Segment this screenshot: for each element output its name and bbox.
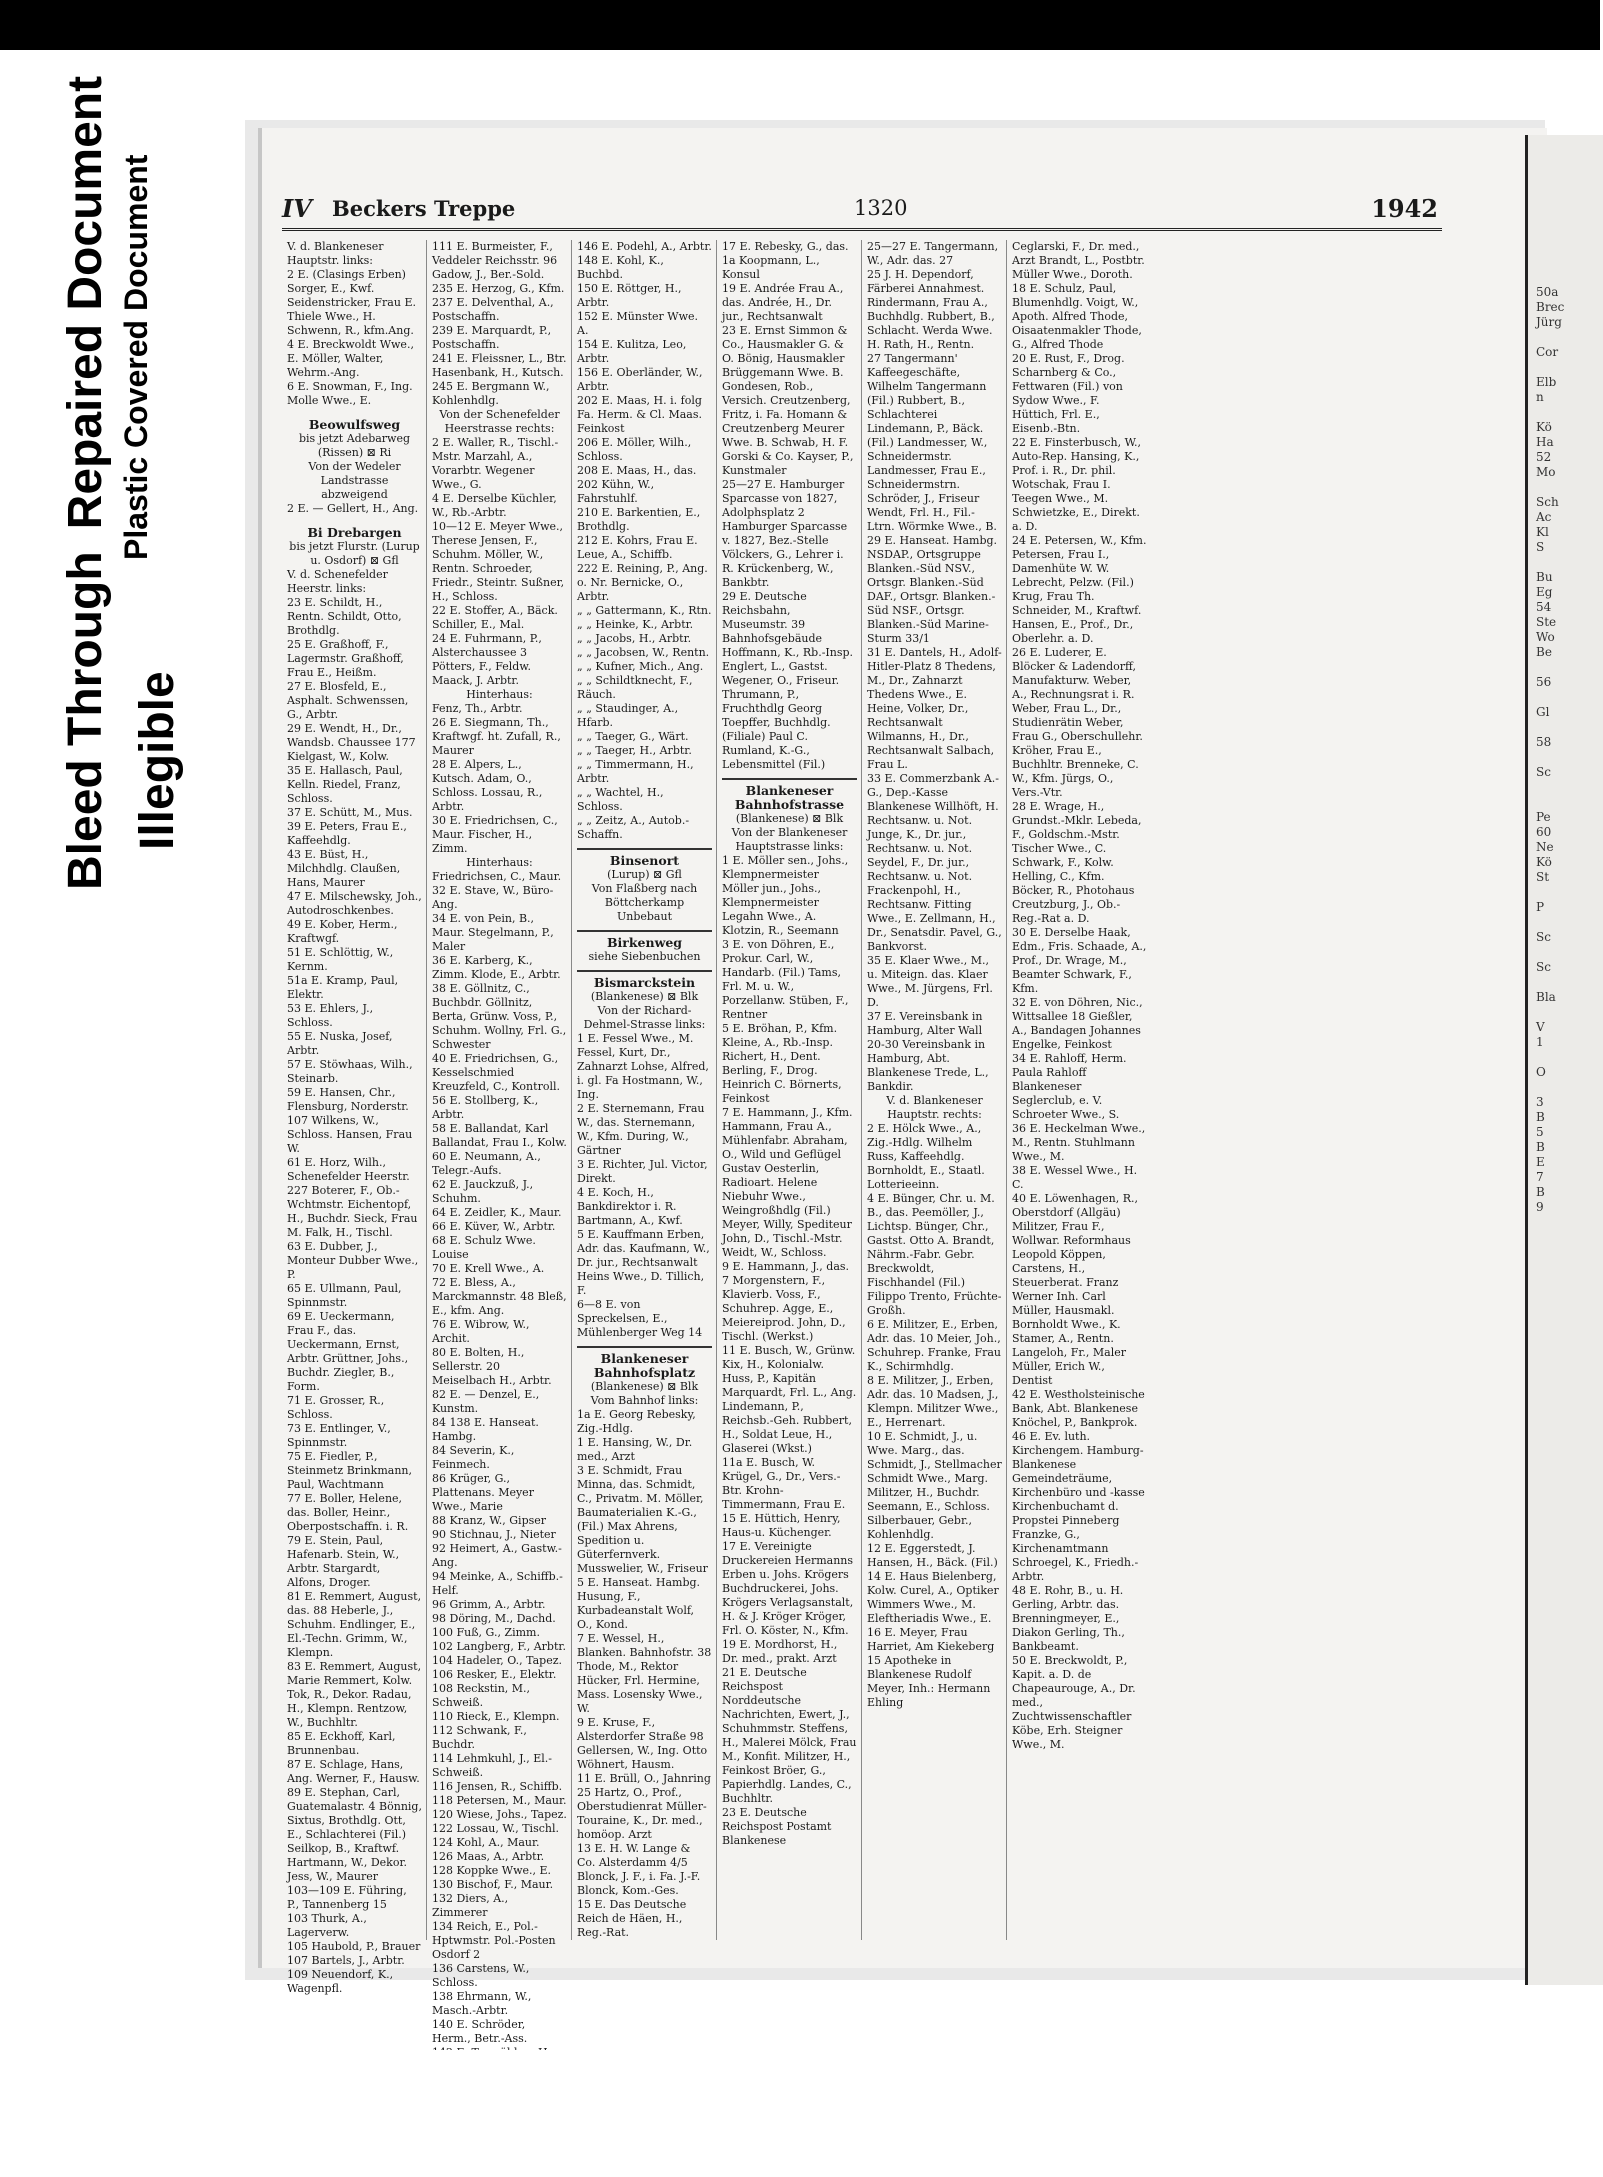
directory-entry: 7 E. Wessel, H., Blanken. Bahnhofstr. 38 Thode, M., Rektor Hücker, Frl. Hermine, Mass. Losensky Wwe., W. (577, 1632, 715, 1715)
directory-entry: 40 E. Löwenhagen, R., Oberstdorf (Allgäu) Militzer, Frau F., Wollwar. Reformhaus Leopold Köppen, Carstens, H., Steuerberat. Franz Werner Inh. Carl Müller, Hausmakl. Bornholdt Wwe., K. Stamer, A., Rentn. Langeloh, Fr., Maler Müller, Erich W., Dentist (1012, 1192, 1142, 1387)
header-prefix: IV (282, 194, 312, 223)
directory-entry: 88 Kranz, W., Gipser (432, 1514, 547, 1527)
directory-entry: 22 E. Stoffer, A., Bäck. Schiller, E., Mal. (432, 604, 562, 631)
directory-entry: „ „ Jacobs, H., Arbtr. (577, 632, 692, 645)
repaired-document-text: Repaired Document (59, 75, 112, 530)
directory-entry: 110 Rieck, E., Klempn. (432, 1710, 560, 1723)
directory-entry: V. d. Schenefelder Heerstr. links: (287, 568, 392, 595)
directory-entry: (Blankenese) ⊠ Blk (590, 990, 699, 1003)
directory-entry: 146 E. Podehl, A., Arbtr. (577, 240, 712, 253)
directory-entry: Von Flaßberg nach Böttcherkamp (591, 882, 701, 909)
directory-entry: 124 Kohl, A., Maur. (432, 1836, 540, 1849)
directory-entry: 104 Hadeler, O., Tapez. (432, 1654, 563, 1667)
directory-entry: 106 Resker, E., Elektr. (432, 1668, 557, 1681)
directory-entry: 38 E. Göllnitz, C., Buchbdr. Göllnitz, Berta, Grünw. Voss, P., Schuhm. Wollny, Frl. G., Schwester (432, 982, 570, 1051)
directory-entry: 122 Lossau, W., Tischl. (432, 1822, 559, 1835)
directory-entry: 42 E. Westholsteinische Bank, Abt. Blankenese Knöchel, P., Bankprok. (1012, 1388, 1149, 1429)
directory-entry: 150 E. Röttger, H., Arbtr. (577, 282, 685, 309)
directory-entry: 39 E. Peters, Frau E., Kaffeehdlg. (287, 820, 411, 847)
directory-entry: 48 E. Rohr, B., u. H. Gerling, Arbtr. das. Brenningmeyer, E., Diakon Gerling, Th., Bankbeamt. (1012, 1584, 1129, 1653)
plastic-covered-label (118, 155, 155, 560)
directory-entry: 6—8 E. von Spreckelsen, E., Mühlenberger Weg 14 (577, 1298, 703, 1339)
street-heading: Beowulfsweg (308, 417, 401, 432)
directory-entry: 90 Stichnau, J., Nieter (432, 1528, 556, 1541)
directory-entry: 12 E. Eggerstedt, J. Hansen, H., Bäck. (Fil.) (867, 1542, 998, 1569)
directory-entry: 8 E. Militzer, J., Erben, Adr. das. 10 Madsen, J., Klempn. Militzer Wwe., E., Herrenart. (867, 1374, 1002, 1429)
directory-entry: 3 E. Schmidt, Frau Minna, das. Schmidt, C., Privatm. M. Möller, Baumaterialien K.-G., (Fil.) Max Ahrens, Spedition u. Güterfernverk. Musswelier, W., Friseur (577, 1464, 708, 1575)
directory-entry: 128 Koppke Wwe., E. (432, 1864, 552, 1877)
directory-entry: Fenz, Th., Arbtr. (432, 702, 523, 715)
directory-entry: 23 E. Schildt, H., Rentn. Schildt, Otto, Brothdlg. (287, 596, 406, 637)
directory-entry: 81 E. Remmert, August, das. 88 Heberle, J., Schuhm. Endlinger, E., El.-Techn. Grimm, W., Klempn. (287, 1590, 425, 1659)
directory-entry: Ceglarski, F., Dr. med., Arzt Brandt, L., Postbtr. Müller Wwe., Doroth. (1012, 240, 1149, 281)
directory-entry: 56 E. Stollberg, K., Arbtr. (432, 1094, 542, 1121)
bleed-through-text: Bleed Through (59, 551, 112, 890)
directory-entry: 26 E. Luderer, E. Blöcker & Ladendorff, Manufakturw. Weber, A., Rechnungsrat i. R. Weber, Frau L., Dr., Studienrätin Weber, Frau G., Oberschullehr. Kröher, Frau E., Buchhltr. Brenneke, C. W., Kfm. Jürgs, O., Vers.-Vtr. (1012, 646, 1147, 799)
directory-entry: 11a E. Busch, W. Krügel, G., Dr., Vers.-Btr. Krohn-Timmermann, Frau E. (722, 1456, 846, 1511)
directory-entry: 28 E. Alpers, L., Kutsch. Adam, O., Schloss. Lossau, R., Arbtr. (432, 758, 546, 813)
directory-entry: 2 E. (Clasings Erben) Sorger, E., Kwf. Seidenstricker, Frau E. Thiele Wwe., H. Schwenn, R., kfm.Ang. (287, 268, 420, 337)
directory-entry: 50 E. Breckwoldt, P., Kapit. a. D. de Chapeaurouge, A., Dr. med., Zuchtwissenschaftler Köbe, Erh. Steigner Wwe., M. (1012, 1654, 1140, 1751)
directory-entry: 40 E. Friedrichsen, G., Kesselschmied Kreuzfeld, C., Kontroll. (432, 1052, 562, 1093)
directory-entry: 27 Tangermann' Kaffeegeschäfte, Wilhelm Tangermann (Fil.) Rubbert, B., Schlachterei Lindemann, P., Bäck. (Fil.) Landmesser, W., Schneidermstr. Landmesser, Frau E., Schneidermstrn. Schröder, J., Friseur Wendt, Frl. H., Fil.-Ltrn. Wörmke Wwe., B. (867, 352, 997, 533)
directory-entry: 13 E. H. W. Lange & Co. Alsterdamm 4/5 Blonck, J. F., i. Fa. J.-F. Blonck, Kom.-Ges. (577, 1842, 704, 1897)
directory-entry: 245 E. Bergmann W., Kohlenhdlg. (432, 380, 553, 407)
directory-entry: Von der Richard-Dehmel-Strasse links: (583, 1004, 706, 1031)
directory-column (427, 240, 572, 2045)
directory-entry: 4 E. Bünger, Chr. u. M. B., das. Peemöller, J., Lichtsp. Bünger, Chr., Gastst. Otto A. Brandt, Nährm.-Fabr. Gebr. Breckwoldt, Fischhandel (Fil.) Filippo Trento, Früchte-Großh. (867, 1192, 1002, 1317)
directory-entry: siehe Siebenbuchen (588, 950, 701, 963)
directory-entry: 108 Reckstin, M., Schweiß. (432, 1682, 534, 1709)
directory-entry: 58 E. Ballandat, Karl Ballandat, Frau I., Kolw. (432, 1122, 567, 1149)
directory-entry: 10 E. Schmidt, J., u. Wwe. Marg., das. Schmidt, J., Stellmacher Schmidt Wwe., Marg. Militzer, H., Buchdr. Seemann, E., Schloss. Silberbauer, Gebr., Kohlenhdlg. (867, 1430, 1006, 1541)
directory-entry: 134 Reich, E., Pol.-Hptwmstr. Pol.-Posten Osdorf 2 (432, 1920, 560, 1961)
directory-entry: 136 Carstens, W., Schloss. (432, 1962, 533, 1989)
directory-entry: 140 E. Schröder, Herm., Betr.-Ass. (432, 2018, 529, 2045)
street-heading: Bismarckstein (577, 970, 712, 990)
directory-entry: 84 Severin, K., Feinmech. (432, 1444, 518, 1471)
directory-entry: 68 E. Schulz Wwe. Louise (432, 1234, 540, 1261)
directory-entry: 47 E. Milschewsky, Joh., Autodroschkenbes. (287, 890, 426, 917)
directory-entry: 15 E. Das Deutsche Reich de Häen, H., Reg.-Rat. (577, 1898, 690, 1939)
directory-entry: 15 E. Hüttich, Henry, Haus-u. Küchenger. (722, 1512, 844, 1539)
directory-entry: 35 E. Hallasch, Paul, Kelln. Riedel, Franz, Schloss. (287, 764, 407, 805)
directory-entry: 6 E. Snowman, F., Ing. Molle Wwe., E. (287, 380, 417, 407)
directory-entry: 25 E. Graßhoff, F., Lagermstr. Graßhoff, Frau E., Heißm. (287, 638, 408, 679)
directory-entry: 65 E. Ullmann, Paul, Spinnmstr. (287, 1282, 406, 1309)
directory-entry: 26 E. Siegmann, Th., Kraftwgf. ht. Zufall, R., Maurer (432, 716, 565, 757)
directory-entry: 82 E. — Denzel, E., Kunstm. (432, 1388, 543, 1415)
directory-entry: 32 E. von Döhren, Nic., Wittsallee 18 Gießler, A., Bandagen Johannes Engelke, Feinkost (1012, 996, 1147, 1051)
directory-entry: 5 E. Hanseat. Hambg. Husung, F., Kurbadeanstalt Wolf, O., Kond. (577, 1576, 704, 1631)
plastic-covered-text: Plastic Covered Document (118, 154, 154, 560)
street-heading: Binsenort (577, 848, 712, 868)
directory-entry: 73 E. Entlinger, V., Spinnmstr. (287, 1422, 395, 1449)
street-heading: Blankeneser Bahnhofsplatz (577, 1346, 712, 1380)
directory-entry: 62 E. Jauckzuß, J., Schuhm. (432, 1178, 537, 1205)
directory-entry: 23 E. Ernst Simmon & Co., Hausmakler G. & O. Bönig, Hausmakler Brüggemann Wwe. B. Gondesen, Rob., Versich. Creutzenberg, Fritz, i. Fa. Homann & Creutzenberg Meurer Wwe. B. Schwab, H. F. Gorski & Co. Kayser, P., Kunstmaler (722, 324, 857, 477)
directory-entry: 16 E. Meyer, Frau Harriet, Am Kiekeberg 15 Apotheke in Blankenese Rudolf Meyer, Inh.: Hermann Ehling (867, 1626, 998, 1709)
directory-entry: 24 E. Fuhrmann, P., Alsterchaussee 3 Pötters, F., Feldw. Maack, J. Arbtr. (432, 632, 546, 687)
directory-entry: 36 E. Karberg, K., Zimm. Klode, E., Arbtr. (432, 954, 561, 981)
facing-page-edge (1525, 135, 1603, 1985)
directory-entry: 22 E. Finsterbusch, W., Auto-Rep. Hansing, K., Prof. i. R., Dr. phil. Wotschak, Frau I. Teegen Wwe., M. Schwietzke, E., Direkt. a. D. (1012, 436, 1145, 533)
directory-entry: Friedrichsen, C., Maur. (432, 870, 562, 883)
directory-entry: 86 Krüger, G., Plattenans. Meyer Wwe., Marie (432, 1472, 538, 1513)
directory-entry: Vom Bahnhof links: (590, 1394, 699, 1407)
directory-entry: 3 E. von Döhren, E., Prokur. Carl, W., Handarb. (Fil.) Tams, Frl. M. u. W., Porzellanw. Stüben, F., Rentner (722, 938, 853, 1021)
directory-entry: 156 E. Oberländer, W., Arbtr. (577, 366, 706, 393)
directory-entry: 20 E. Rust, F., Drog. Scharnberg & Co., Fettwaren (Fil.) von Sydow Wwe., F. Hüttich, Frl. E., Eisenb.-Btn. (1012, 352, 1129, 435)
directory-entry: 138 Ehrmann, W., Masch.-Arbtr. (432, 1990, 535, 2017)
directory-entry: 96 Grimm, A., Arbtr. (432, 1598, 546, 1611)
directory-entry: 132 Diers, A., Zimmerer (432, 1892, 512, 1919)
directory-entry: 222 E. Reining, P., Ang. (577, 562, 708, 575)
directory-entry: 51a E. Kramp, Paul, Elektr. (287, 974, 402, 1001)
header-year: 1942 (1371, 194, 1438, 223)
directory-entry: 120 Wiese, Johs., Tapez. (432, 1808, 567, 1821)
directory-entry: Hinterhaus: (466, 688, 533, 701)
directory-entry: 53 E. Ehlers, J., Schloss. (287, 1002, 377, 1029)
directory-entry: 111 E. Burmeister, F., Veddeler Reichsstr. 96 Gadow, J., Ber.-Sold. (432, 240, 561, 281)
directory-entry: „ „ Gattermann, K., Rtn. (577, 604, 712, 617)
directory-entry: 2 E. Hölck Wwe., A., Zig.-Hdlg. Wilhelm Russ, Kaffeehdlg. Bornholdt, E., Staatl. Lotterieeinn. (867, 1122, 989, 1191)
directory-entry: „ „ Taeger, G., Wärt. (577, 730, 689, 743)
page-header (282, 188, 1442, 231)
directory-entry: 29 E. Deutsche Reichsbahn, Museumstr. 39 Bahnhofsgebäude Hoffmann, K., Rb.-Insp. Englert, L., Gastst. Wegener, O., Friseur. Thrumann, P., Fruchthdlg Georg Toepffer, Buchhdlg. (Filiale) Paul C. Rumland, K.-G., Lebensmittel (Fil.) (722, 590, 857, 771)
directory-entry: 60 E. Neumann, A., Telegr.-Aufs. (432, 1150, 545, 1177)
directory-column (717, 240, 862, 1940)
directory-entry: 14 E. Haus Bielenberg, Kolw. Curel, A., Optiker Wimmers Wwe., M. Eleftheriadis Wwe., E. (867, 1570, 1003, 1625)
directory-entry: 34 E. Rahloff, Herm. Paula Rahloff Blankeneser Seglerclub, e. V. Schroeter Wwe., S. (1012, 1052, 1131, 1121)
directory-entry: 25 J. H. Dependorf, Färberei Annahmest. Rindermann, Frau A., Buchhdlg. Rubbert, B., Schlacht. Werda Wwe. H. Rath, H., Rentn. (867, 268, 999, 351)
directory-column (572, 240, 717, 1940)
directory-entry: 206 E. Möller, Wilh., Schloss. (577, 436, 695, 463)
directory-entry: Unbebaut (616, 910, 672, 923)
directory-entry: bis jetzt Flurstr. (Lurup u. Osdorf) ⊠ Gfl (289, 540, 424, 567)
street-heading: Birkenweg (577, 930, 712, 950)
directory-entry: 116 Jensen, R., Schiffb. (432, 1780, 563, 1793)
directory-entry: 2 E. Waller, R., Tischl.-Mstr. Marzahl, A., Vorarbtr. Wegener Wwe., G. (432, 436, 559, 491)
directory-entry: 28 E. Wrage, H., Grundst.-Mklr. Lebeda, F., Goldschm.-Mstr. Tischer Wwe., C. Schwark, F., Kolw. Helling, C., Kfm. Böcker, R., Photohaus Creutzburg, J., Ob.-Reg.-Rat a. D. (1012, 800, 1145, 925)
directory-entry: 4 E. Breckwoldt Wwe., E. Möller, Walter, Wehrm.-Ang. (287, 338, 418, 379)
directory-entry: 130 Bischof, F., Maur. (432, 1878, 554, 1891)
directory-entry: 154 E. Kulitza, Leo, Arbtr. (577, 338, 690, 365)
street-heading: Blankeneser Bahnhofstrasse (722, 778, 857, 812)
directory-entry: (Blankenese) ⊠ Blk (590, 1380, 699, 1393)
directory-entry: „ „ Jacobsen, W., Rentn. (577, 646, 710, 659)
directory-entry: 37 E. Vereinsbank in Hamburg, Alter Wall 20-30 Vereinsbank in Hamburg, Abt. Blankenese Trede, L., Bankdir. (867, 1010, 993, 1093)
directory-entry: 11 E. Brüll, O., Jahnring 25 Hartz, O., Prof., Oberstudienrat Müller-Touraine, K., Dr. med., homöop. Arzt (577, 1772, 715, 1841)
directory-entry: 241 E. Fleissner, L., Btr. Hasenbank, H., Kutsch. (432, 352, 570, 379)
directory-entry: 84 138 E. Hanseat. Hambg. (432, 1416, 543, 1443)
directory-entry: 9 E. Kruse, F., Alsterdorfer Straße 98 Gellersen, W., Ing. Otto Wöhnert, Hausm. (577, 1716, 711, 1771)
bleed-through-label (58, 76, 113, 890)
directory-entry: 3 E. Richter, Jul. Victor, Direkt. (577, 1158, 712, 1185)
directory-entry: 89 E. Stephan, Carl, Guatemalastr. 4 Bönnig, Sixtus, Brothdlg. Ott, E., Schlachterei (Fil.) Seilkop, B., Kraftwf. Hartmann, W., Dekor. Jess, W., Maurer (287, 1786, 426, 1883)
directory-entry: 32 E. Stave, W., Büro-Ang. (432, 884, 554, 911)
directory-entry: 105 Haubold, P., Brauer (287, 1940, 421, 1953)
directory-entry: 36 E. Heckelman Wwe., M., Rentn. Stuhlmann Wwe., M. (1012, 1122, 1149, 1163)
directory-entry: Hinterhaus: (466, 856, 533, 869)
directory-entry: „ „ Timmermann, H., Arbtr. (577, 758, 698, 785)
scan-top-band (0, 0, 1600, 50)
directory-entry: 94 Meinke, A., Schiffb.-Helf. (432, 1570, 563, 1597)
directory-entry: 4 E. Derselbe Küchler, W., Rb.-Arbtr. (432, 492, 561, 519)
directory-entry: (Lurup) ⊠ Gfl (607, 868, 682, 881)
directory-entry: 38 E. Wessel Wwe., H. C. (1012, 1164, 1141, 1191)
directory-entry: 109 Neuendorf, K., Wagenpfl. (287, 1968, 397, 1995)
directory-entry: (Blankenese) ⊠ Blk (735, 812, 844, 825)
directory-entry: 21 E. Deutsche Reichspost Norddeutsche Nachrichten, Ewert, J., Schuhmmstr. Steffens, H., Malerei Mölck, Frau M., Konfit. Militzer, H., Feinkost Bröer, G., Papierhdlg. Landes, C., Buchhltr. (722, 1666, 860, 1805)
directory-entry: 34 E. von Pein, B., Maur. Stegelmann, P., Maler (432, 912, 558, 953)
directory-entry: 85 E. Eckhoff, Karl, Brunnenbau. (287, 1730, 400, 1757)
directory-entry: 5 E. Kauffmann Erben, Adr. das. Kaufmann, W., Dr. jur., Rechtsanwalt Heins Wwe., D. Tillich, F. (577, 1228, 714, 1297)
directory-entry: 235 E. Herzog, G., Kfm. (432, 282, 565, 295)
directory-entry: „ „ Heinke, K., Arbtr. (577, 618, 694, 631)
directory-entry: 43 E. Büst, H., Milchhdlg. Claußen, Hans, Maurer (287, 848, 404, 889)
directory-entry: 71 E. Grosser, R., Schloss. (287, 1394, 388, 1421)
directory-entry: 9 E. Hammann, J., das. 7 Morgenstern, F., Klavierb. Voss, F., Schuhrep. Agge, E., Meiereiprod. John, D., Tischl. (Werkst.) (722, 1260, 853, 1343)
directory-entry: 92 Heimert, A., Gastw.-Ang. (432, 1542, 562, 1569)
directory-entry: 5 E. Bröhan, P., Kfm. Kleine, A., Rb.-Insp. Richert, H., Dent. Berling, F., Drog. Heinrich C. Börnerts, Feinkost (722, 1022, 846, 1105)
directory-entry: 103—109 E. Führing, P., Tannenberg 15 (287, 1884, 411, 1911)
directory-entry: 69 E. Ueckermann, Frau F., das. Ueckermann, Ernst, Arbtr. Grüttner, Johs., Buchdr. Ziegler, B., Form. (287, 1310, 412, 1393)
directory-entry: 107 Bartels, J., Arbtr. (287, 1954, 405, 1967)
directory-columns (282, 240, 1444, 2045)
directory-entry: 49 E. Kober, Herm., Kraftwgf. (287, 918, 401, 945)
directory-entry: 202 E. Maas, H. i. folg Fa. Herm. & Cl. Maas. Feinkost (577, 394, 706, 435)
directory-entry: 17 E. Vereinigte Druckereien Hermanns Erben u. Johs. Krögers Buchdruckerei, Johs. Krögers Verlagsanstalt, H. & J. Kröger Kröger, Frl. O. Köster, N., Kfm. (722, 1540, 857, 1637)
directory-entry: o. Nr. Bernicke, O., Arbtr. (577, 576, 687, 603)
directory-entry: 79 E. Stein, Paul, Hafenarb. Stein, W., Arbtr. Stargardt, Alfons, Droger. (287, 1534, 403, 1589)
directory-entry: 76 E. Wibrow, W., Archit. (432, 1318, 534, 1345)
directory-entry: 98 Döring, M., Dachd. (432, 1612, 556, 1625)
directory-entry: 55 E. Nuska, Josef, Arbtr. (287, 1030, 396, 1057)
directory-entry: 27 E. Blosfeld, E., Asphalt. Schwenssen, G., Arbtr. (287, 680, 412, 721)
directory-entry: 25—27 E. Hamburger Sparcasse von 1827, Adolphsplatz 2 Hamburger Sparcasse v. 1827, Bez.-Stelle Völckers, G., Lehrer i. R. Krückenberg, W., Bankbtr. (722, 478, 851, 589)
directory-entry: V. d. Blankeneser Hauptstr. rechts: (886, 1094, 987, 1121)
directory-entry: 114 Lehmkuhl, J., El.-Schweiß. (432, 1752, 552, 1779)
directory-entry: 18 E. Schulz, Paul, Blumenhdlg. Voigt, W., Apoth. Alfred Thode, Oisaatenmakler Thode, G., Alfred Thode (1012, 282, 1146, 351)
directory-entry: 1 E. Fessel Wwe., M. Fessel, Kurt, Dr., Zahnarzt Lohse, Alfred, i. gl. Fa Hostmann, W., Ing. (577, 1032, 713, 1101)
street-heading: Bi Drebargen (307, 525, 402, 540)
directory-entry: 77 E. Boller, Helene, das. Boller, Heinr., Oberpostschaffn. i. R. (287, 1492, 409, 1533)
directory-entry: 64 E. Zeidler, K., Maur. (432, 1206, 562, 1219)
illegible-text: Illegible (131, 671, 184, 850)
directory-entry: 152 E. Münster Wwe. A. (577, 310, 702, 337)
directory-entry: 237 E. Delventhal, A., Postschaffn. (432, 296, 558, 323)
directory-entry: „ „ Taeger, H., Arbtr. (577, 744, 692, 757)
directory-entry: 61 E. Horz, Wilh., Schenefelder Heerstr. 227 Boterer, F., Ob.-Wchtmstr. Eichentopf, H., Buchdr. Sieck, Frau M. Falk, H., Tischl. (287, 1156, 421, 1239)
directory-entry: 80 E. Bolten, H., Sellerstr. 20 Meiselbach H., Arbtr. (432, 1346, 552, 1387)
directory-entry: 29 E. Hanseat. Hambg. NSDAP., Ortsgruppe Blanken.-Süd NSV., Ortsgr. Blanken.-Süd DAF., Ortsgr. Blanken.-Süd NSF., Ortsgr. Blanken.-Süd Marine-Sturm 33/1 (867, 534, 1001, 645)
directory-entry: 100 Fuß, G., Zimm. (432, 1626, 540, 1639)
directory-entry: „ „ Schildtknecht, F., Räuch. (577, 674, 696, 701)
directory-entry: 10—12 E. Meyer Wwe., Therese Jensen, F., Schuhm. Möller, W., Rentn. Schroeder, Friedr., Steintr. Sußner, H., Schloss. (432, 520, 568, 603)
scan-bottom-band (0, 2050, 1600, 2177)
directory-entry: 33 E. Commerzbank A.-G., Dep.-Kasse Blankenese Willhöft, H. Rechtsanw. u. Not. Junge, K., Dr. jur., Rechtsanw. u. Not. Seydel, F., Dr. jur., Rechtsanw. u. Not. Frackenpohl, H., Rechtsanw. Fitting Wwe., E. Zellmann, H., Dr., Senatsdir. Pavel, G., Bankvorst. (867, 772, 1006, 953)
directory-entry: 23 E. Deutsche Reichspost Postamt Blankenese (722, 1806, 835, 1847)
header-page-number: 1320 (854, 196, 908, 220)
directory-entry: 1 E. Hansing, W., Dr. med., Arzt (577, 1436, 696, 1463)
directory-entry: 30 E. Friedrichsen, C., Maur. Fischer, H., Zimm. (432, 814, 562, 855)
directory-entry: 112 Schwank, F., Buchdr. (432, 1724, 531, 1751)
directory-entry: bis jetzt Adebarweg (Rissen) ⊠ Ri (298, 432, 414, 459)
directory-entry: 239 E. Marquardt, P., Postschaffn. (432, 324, 555, 351)
directory-column (862, 240, 1007, 1940)
illegible-label (130, 671, 185, 850)
directory-entry: 37 E. Schütt, M., Mus. (287, 806, 413, 819)
directory-entry: 102 Langberg, F., Arbtr. (432, 1640, 566, 1653)
directory-entry: 126 Maas, A., Arbtr. (432, 1850, 545, 1863)
directory-entry: 59 E. Hansen, Chr., Flensburg, Norderstr. 107 Wilkens, W., Schloss. Hansen, Frau W. (287, 1086, 416, 1155)
directory-column (282, 240, 427, 1995)
directory-entry: „ „ Zeitz, A., Autob.-Schaffn. (577, 814, 690, 841)
directory-entry: 29 E. Wendt, H., Dr., Wandsb. Chaussee 177 Kielgast, W., Kolw. (287, 722, 420, 763)
directory-entry: 72 E. Bless, A., Marckmannstr. 48 Bleß, E., kfm. Ang. (432, 1276, 571, 1317)
directory-entry: 31 E. Dantels, H., Adolf-Hitler-Platz 8 Thedens, M., Dr., Zahnarzt Thedens Wwe., E. Heine, Volker, Dr., Rechtsanwalt Wilmanns, H., Dr., Rechtsanwalt Salbach, Frau L. (867, 646, 1002, 771)
directory-entry: Von der Wedeler Landstrasse abzweigend (308, 460, 405, 501)
directory-entry: 46 E. Ev. luth. Kirchengem. Hamburg-Blankenese Gemeindeträume, Kirchenbüro und -kasse Kirchenbuchamt d. Propstei Pinneberg Franzke, G., Kirchenamtmann Schroegel, K., Friedh.-Arbtr. (1012, 1430, 1149, 1583)
directory-entry: 35 E. Klaer Wwe., M., u. Miteign. das. Klaer Wwe., M. Jürgens, Frl. D. (867, 954, 997, 1009)
directory-entry: 2 E. Sternemann, Frau W., das. Sternemann, W., Kfm. During, W., Gärtner (577, 1102, 709, 1157)
directory-entry: Von der Blankeneser Hauptstrasse links: (731, 826, 851, 853)
directory-entry: 1a E. Georg Rebesky, Zig.-Hdlg. (577, 1408, 700, 1435)
directory-entry: „ „ Kufner, Mich., Ang. (577, 660, 704, 673)
directory-entry: 6 E. Militzer, E., Erben, Adr. das. 10 Meier, Joh., Schuhrep. Franke, Frau K., Schirmhdlg. (867, 1318, 1005, 1373)
directory-entry: 2 E. — Gellert, H., Ang. (287, 502, 419, 515)
directory-entry: 103 Thurk, A., Lagerverw. (287, 1912, 371, 1939)
directory-entry: 1 E. Möller sen., Johs., Klempnermeister Möller jun., Johs., Klempnermeister Legahn Wwe., A. Klotzin, R., Seemann (722, 854, 852, 937)
directory-entry: 30 E. Derselbe Haak, Edm., Fris. Schaade, A., Prof., Dr. Wrage, M., Beamter Schwark, F., Kfm. (1012, 926, 1150, 995)
directory-entry: 7 E. Hammann, J., Kfm. Hammann, Frau A., Mühlenfabr. Abraham, O., Wild und Geflügel Gustav Oesterlin, Radioart. Helene Niebuhr Wwe., Weingroßhdlg (Fil.) Meyer, Willy, Spediteur John, D., Tischl.-Mstr. Weidt, W., Schloss. (722, 1106, 857, 1259)
directory-entry: 24 E. Petersen, W., Kfm. Petersen, Frau I., Damenhüte W. W. Lebrecht, Pelzw. (Fil.) Krug, Frau Th. Schneider, M., Kraftwf. Hansen, E., Prof., Dr., Oberlehr. a. D. (1012, 534, 1150, 645)
directory-entry: 51 E. Schlöttig, W., Kernm. (287, 946, 397, 973)
directory-entry: 148 E. Kohl, K., Buchbd. (577, 254, 668, 281)
directory-entry: 210 E. Barkentien, E., Brothdlg. (577, 506, 704, 533)
directory-entry: 87 E. Schlage, Hans, Ang. Werner, F., Hausw. (287, 1758, 420, 1785)
directory-entry: 57 E. Stöwhaas, Wilh., Steinarb. (287, 1058, 417, 1085)
directory-entry: 208 E. Maas, H., das. 202 Kühn, W., Fahrstuhlf. (577, 464, 700, 505)
directory-entry: V. d. Blankeneser Hauptstr. links: (287, 240, 387, 267)
directory-entry: „ „ Wachtel, H., Schloss. (577, 786, 668, 813)
directory-entry: 212 E. Kohrs, Frau E. Leue, A., Schiffb. (577, 534, 702, 561)
directory-entry: 25—27 E. Tangermann, W., Adr. das. 27 (867, 240, 1002, 267)
directory-entry: „ „ Staudinger, A., Hfarb. (577, 702, 682, 729)
directory-entry: 17 E. Rebesky, G., das. 1a Koopmann, L., Konsul (722, 240, 853, 281)
directory-entry: 75 E. Fiedler, P., Steinmetz Brinkmann, Paul, Wachtmann (287, 1450, 416, 1491)
directory-entry: 83 E. Remmert, August, Marie Remmert, Kolw. Tok, R., Dekor. Radau, H., Klempn. Rentzow, W., Buchhltr. (287, 1660, 425, 1729)
directory-entry: 63 E. Dubber, J., Monteur Dubber Wwe., P. (287, 1240, 422, 1281)
directory-entry: 70 E. Krell Wwe., A. (432, 1262, 545, 1275)
directory-entry: 66 E. Küver, W., Arbtr. (432, 1220, 556, 1233)
facing-page-text: 50a Brec Jürg Cor Elb n Kö Ha 52 Mo Sch Ac Kl S Bu Eg 54 Ste Wo Be 56 Gl 58 Sc Pe 60 Ne Kö St P Sc Sc Bla V 1 O 3 B 5 B E 7 B 9 (1536, 285, 1565, 1214)
directory-entry: 118 Petersen, M., Maur. (432, 1794, 567, 1807)
directory-entry: 19 E. Mordhorst, H., Dr. med., prakt. Arzt (722, 1638, 841, 1665)
directory-entry: Von der Schenefelder Heerstrasse rechts: (439, 408, 564, 435)
header-title: Beckers Treppe (332, 196, 516, 221)
directory-column (1007, 240, 1151, 1940)
directory-entry: 11 E. Busch, W., Grünw. Kix, H., Kolonialw. Huss, P., Kapitän Marquardt, Frl. L., Ang. Lindemann, P., Reichsb.-Geh. Rubbert, H., Soldat Leue, H., Glaserei (Wkst.) (722, 1344, 860, 1455)
directory-entry: 4 E. Koch, H., Bankdirektor i. R. Bartmann, A., Kwf. (577, 1186, 683, 1227)
directory-entry: 19 E. Andrée Frau A., das. Andrée, H., Dr. jur., Rechtsanwalt (722, 282, 847, 323)
